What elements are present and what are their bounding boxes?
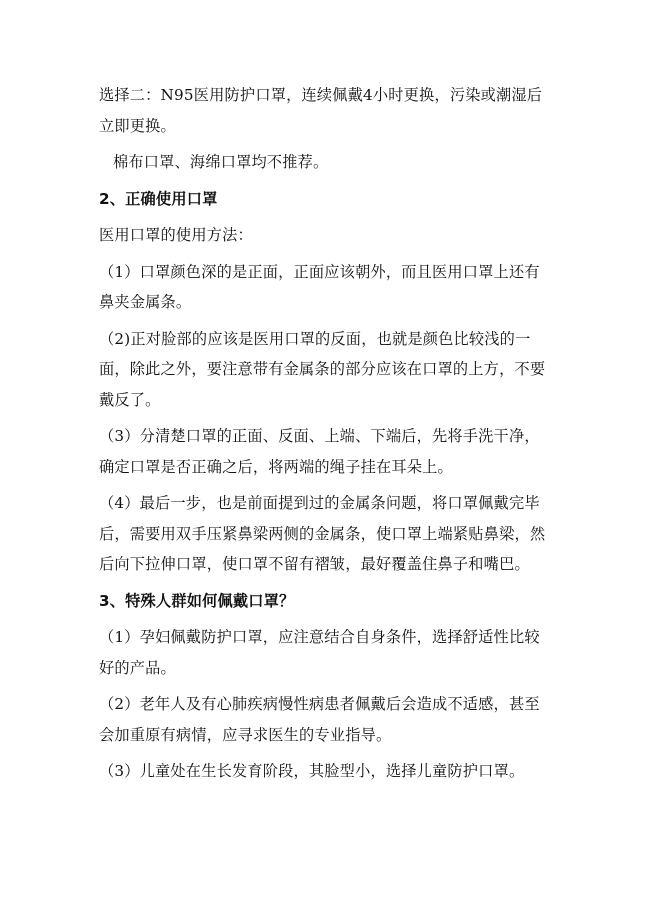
- paragraph-children: （3）儿童处在生长发育阶段，其脸型小，选择儿童防护口罩。: [99, 762, 525, 780]
- section-heading-special-groups: 3、特殊人群如何佩戴口罩？: [99, 591, 295, 610]
- section-heading-correct-use: 2、正确使用口罩: [99, 189, 218, 208]
- paragraph-step-2: （2)正对脸部的应该是医用口罩的反面，也就是颜色比较浅的一面，除此之外，要注意带有金属条的部分应该在口罩的上方，不要戴反了。: [99, 329, 546, 409]
- paragraph-pregnant: （1）孕妇佩戴防护口罩，应注意结合自身条件，选择舒适性比较好的产品。: [99, 628, 540, 677]
- document-body: [99, 80, 554, 787]
- paragraph-step-3: （3）分清楚口罩的正面、反面、上端、下端后，先将手洗干净，确定口罩是否正确之后，将两端的绳子挂在耳朵上。: [99, 427, 540, 476]
- paragraph-elderly: （2）老年人及有心肺疾病慢性病患者佩戴后会造成不适感，甚至会加重原有病情，应寻求医生的专业指导。: [99, 695, 540, 744]
- paragraph-option-two: 选择二：N95医用防护口罩，连续佩戴4小时更换，污染或潮湿后立即更换。: [99, 86, 543, 135]
- paragraph-not-recommended: 棉布口罩、海绵口罩均不推荐。: [113, 153, 329, 171]
- paragraph-usage-method: 医用口罩的使用方法：: [99, 226, 253, 244]
- paragraph-step-4: （4）最后一步，也是前面提到过的金属条问题，将口罩佩戴完毕后，需要用双手压紧鼻梁两侧的金属条，使口罩上端紧贴鼻梁，然后向下拉伸口罩，使口罩不留有褶皱，最好覆盖住鼻子和嘴巴。: [99, 494, 546, 573]
- paragraph-step-1: （1）口罩颜色深的是正面，正面应该朝外，而且医用口罩上还有鼻夹金属条。: [99, 262, 540, 311]
